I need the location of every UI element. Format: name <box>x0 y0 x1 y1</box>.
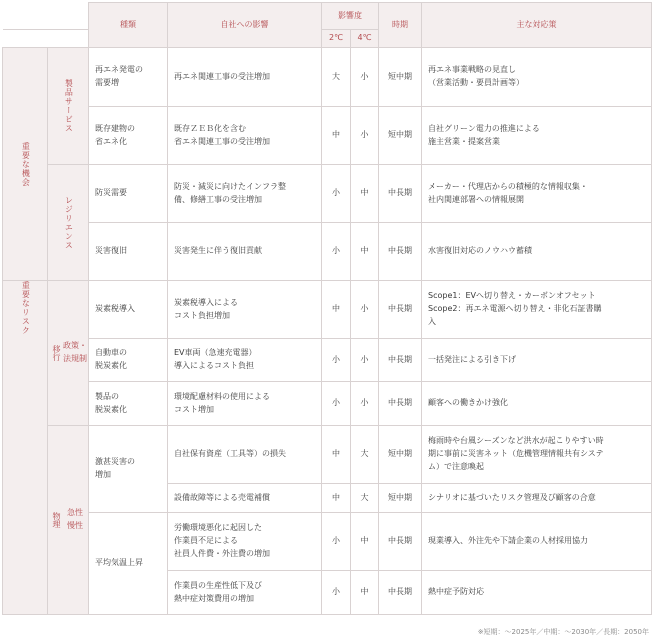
row-2-deg2: 小 <box>322 165 351 223</box>
category-physical: 物理 <box>52 512 61 528</box>
row-1-measure: 自社グリーン電力の推進による 施主営業・提案営業 <box>422 107 652 165</box>
row-2-deg4: 中 <box>351 165 379 223</box>
category-acute: 急性 <box>67 508 83 518</box>
climate-risk-opportunity-table <box>2 2 652 615</box>
row-9-type: 平均気温上昇 <box>89 513 168 615</box>
row-2-measure: メーカー・代理店からの積極的な情報収集・ 社内関連部署への情報展開 <box>422 165 652 223</box>
row-6-impact: 環境配慮材料の使用による コスト増加 <box>168 382 322 426</box>
row-8-deg4: 大 <box>351 484 379 513</box>
row-2-period: 中長期 <box>379 165 422 223</box>
row-0-measure: 再エネ事業戦略の見直し （営業活動・要員計画等） <box>422 48 652 107</box>
category-transition: 移行 <box>52 345 61 361</box>
row-7-period: 短中期 <box>379 426 422 484</box>
row-5-measure: 一括発注による引き下げ <box>422 339 652 382</box>
row-10-deg2: 小 <box>322 571 351 615</box>
row-8-impact: 設備故障等による売電補償 <box>168 484 322 513</box>
row-1-impact: 既存ＺＥＢ化を含む 省エネ関連工事の受注増加 <box>168 107 322 165</box>
row-3-type: 災害復旧 <box>89 223 168 281</box>
row-0-deg2: 大 <box>322 48 351 107</box>
header-blank-2 <box>48 3 89 30</box>
table-row <box>3 426 652 484</box>
row-5-deg2: 小 <box>322 339 351 382</box>
row-3-impact: 災害発生に伴う復旧貢献 <box>168 223 322 281</box>
row-3-deg4: 中 <box>351 223 379 281</box>
category-policy: 政策・法規制 <box>63 341 87 363</box>
row-4-impact: 炭素税導入による コスト負担増加 <box>168 281 322 339</box>
row-6-deg2: 小 <box>322 382 351 426</box>
header-2c: 2℃ <box>322 30 351 48</box>
tcfd-table-container <box>2 2 651 615</box>
row-8-measure: シナリオに基づいたリスク管理及び顧客の合意 <box>422 484 652 513</box>
row-2-type: 防災需要 <box>89 165 168 223</box>
row-10-deg4: 中 <box>351 571 379 615</box>
category-product-service: 製品サービス <box>48 48 89 165</box>
category-chronic: 慢性 <box>67 521 83 530</box>
row-6-measure: 顧客への働きかけ強化 <box>422 382 652 426</box>
row-6-deg4: 小 <box>351 382 379 426</box>
row-1-deg4: 小 <box>351 107 379 165</box>
header-degree: 影響度 <box>322 3 379 30</box>
row-0-period: 短中期 <box>379 48 422 107</box>
row-3-measure: 水害復旧対応のノウハウ蓄積 <box>422 223 652 281</box>
row-4-type: 炭素税導入 <box>89 281 168 339</box>
table-row <box>3 339 652 382</box>
header-measures: 主な対応策 <box>422 3 652 48</box>
row-1-deg2: 中 <box>322 107 351 165</box>
row-2-impact: 防災・減災に向けたインフラ整 備、修繕工事の受注増加 <box>168 165 322 223</box>
row-5-deg4: 小 <box>351 339 379 382</box>
row-5-period: 中長期 <box>379 339 422 382</box>
row-0-type: 再エネ発電の 需要増 <box>89 48 168 107</box>
row-7-deg4: 大 <box>351 426 379 484</box>
header-blank-1 <box>3 3 48 30</box>
table-row <box>3 281 652 339</box>
row-8-deg2: 中 <box>322 484 351 513</box>
header-row-1 <box>3 3 652 30</box>
category-physical-group <box>48 426 89 615</box>
row-9-deg4: 中 <box>351 513 379 571</box>
row-8-period: 短中期 <box>379 484 422 513</box>
table-row <box>3 48 652 107</box>
table-row <box>3 107 652 165</box>
row-10-impact: 作業員の生産性低下及び 熱中症対策費用の増加 <box>168 571 322 615</box>
table-row <box>3 165 652 223</box>
header-type: 種類 <box>89 3 168 48</box>
category-risk <box>3 281 48 615</box>
row-0-deg4: 小 <box>351 48 379 107</box>
row-0-impact: 再エネ関連工事の受注増加 <box>168 48 322 107</box>
row-4-deg4: 小 <box>351 281 379 339</box>
row-6-type: 製品の 脱炭素化 <box>89 382 168 426</box>
row-1-type: 既存建物の 省エネ化 <box>89 107 168 165</box>
row-7-type: 激甚災害の 増加 <box>89 426 168 513</box>
table-row <box>3 513 652 571</box>
row-4-measure: Scope1：EVへ切り替え・カーボンオフセット Scope2：再エネ電源へ切り替え・非化石証書購 入 <box>422 281 652 339</box>
row-7-measure: 梅雨時や台風シーズンなど洪水が起こりやすい時 期に事前に災害ネット（危機管理情報共有システ ム）で注意喚起 <box>422 426 652 484</box>
row-5-impact: EV車両（急速充電器） 導入によるコスト負担 <box>168 339 322 382</box>
row-4-period: 中長期 <box>379 281 422 339</box>
row-10-period: 中長期 <box>379 571 422 615</box>
row-7-impact: 自社保有資産（工具等）の損失 <box>168 426 322 484</box>
category-transition-group <box>48 281 89 426</box>
row-4-deg2: 中 <box>322 281 351 339</box>
row-9-period: 中長期 <box>379 513 422 571</box>
row-7-deg2: 中 <box>322 426 351 484</box>
row-6-period: 中長期 <box>379 382 422 426</box>
period-footnote: ※短期：～2025年／中期：～2030年／長期：2050年 <box>477 628 649 636</box>
header-4c: 4℃ <box>351 30 379 48</box>
row-3-deg2: 小 <box>322 223 351 281</box>
row-9-deg2: 小 <box>322 513 351 571</box>
row-10-measure: 熱中症予防対応 <box>422 571 652 615</box>
category-resilience: レジリエンス <box>48 165 89 281</box>
table-row <box>3 382 652 426</box>
category-opportunity: 重要な機会 <box>3 48 48 281</box>
row-9-impact: 労働環境悪化に起因した 作業員不足による 社員人件費・外注費の増加 <box>168 513 322 571</box>
header-impact: 自社への影響 <box>168 3 322 48</box>
row-5-type: 自動車の 脱炭素化 <box>89 339 168 382</box>
row-9-measure: 現業導入、外注先や下請企業の人材採用協力 <box>422 513 652 571</box>
header-period: 時期 <box>379 3 422 48</box>
header-blank-3 <box>3 30 48 48</box>
row-3-period: 中長期 <box>379 223 422 281</box>
table-row <box>3 223 652 281</box>
header-blank-4 <box>48 30 89 48</box>
category-risk-label: 重要なリスク <box>21 281 31 335</box>
row-1-period: 短中期 <box>379 107 422 165</box>
